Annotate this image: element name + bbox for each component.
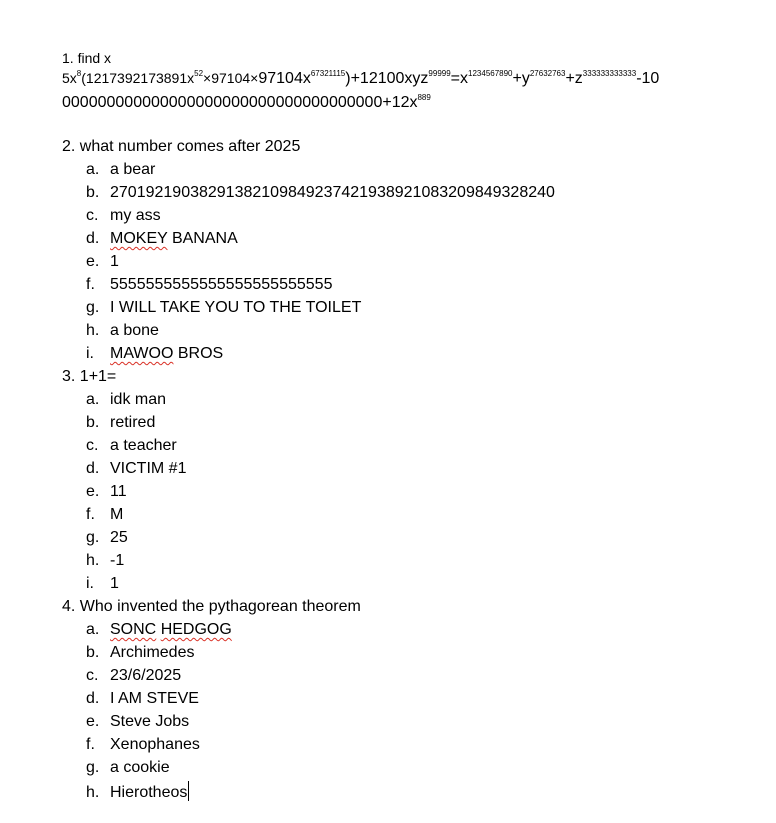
option-text: 25 xyxy=(110,529,128,546)
option-text: BROS xyxy=(173,345,224,362)
question-2-title: 2. what number comes after 2025 xyxy=(62,138,301,155)
option-letter: a. xyxy=(86,621,100,638)
eq-part: (1217392173891x xyxy=(81,70,195,86)
q2-option-d xyxy=(86,229,238,249)
eq-part: 000000000000000000000000000000000000+12x xyxy=(62,94,418,111)
eq-exponent: 889 xyxy=(417,93,431,102)
q2-option-g xyxy=(86,298,361,318)
option-letter: d. xyxy=(86,460,100,477)
option-text: a cookie xyxy=(110,759,170,776)
option-letter: i. xyxy=(86,575,94,592)
q3-option-d xyxy=(86,459,186,479)
eq-part: )+12100xyz xyxy=(345,70,429,87)
spellcheck-word[interactable]: SONC xyxy=(110,621,157,638)
q2-option-f xyxy=(86,275,332,295)
option-text: -1 xyxy=(110,552,125,569)
option-text: 27019219038291382109849237421938921083209849328240 xyxy=(110,184,555,201)
option-text: Hierotheos xyxy=(110,784,188,801)
option-letter: c. xyxy=(86,437,99,454)
option-text: a bear xyxy=(110,161,156,178)
question-3-title: 3. 1+1= xyxy=(62,368,117,385)
eq-exponent: 27632763 xyxy=(529,69,566,78)
option-letter: c. xyxy=(86,667,99,684)
option-text: 23/6/2025 xyxy=(110,667,182,684)
option-text: Xenophanes xyxy=(110,736,200,753)
q2-option-h xyxy=(86,321,159,341)
eq-part: +y xyxy=(512,70,530,87)
option-letter: f. xyxy=(86,736,95,753)
option-letter: b. xyxy=(86,644,100,661)
question-4-title: 4. Who invented the pythagorean theorem xyxy=(62,598,361,615)
option-letter: g. xyxy=(86,759,100,776)
option-text: a bone xyxy=(110,322,159,339)
eq-exponent: 333333333333 xyxy=(582,69,637,78)
option-letter: d. xyxy=(86,230,100,247)
eq-part: 97104x xyxy=(258,70,311,87)
eq-exponent: 1234567890 xyxy=(468,69,513,78)
option-letter: b. xyxy=(86,414,100,431)
eq-exponent: 52 xyxy=(194,69,204,78)
option-letter: h. xyxy=(86,322,100,339)
q2-option-c xyxy=(86,206,161,226)
option-letter: d. xyxy=(86,690,100,707)
option-letter: i. xyxy=(86,345,94,362)
q4-option-g xyxy=(86,758,170,778)
q4-option-h xyxy=(86,781,189,803)
q3-option-a xyxy=(86,390,166,410)
option-text: retired xyxy=(110,414,156,431)
equation-line-1 xyxy=(62,70,659,88)
q3-option-g xyxy=(86,528,128,548)
option-text: idk man xyxy=(110,391,167,408)
option-text: my ass xyxy=(110,207,161,224)
q3-option-i xyxy=(86,574,119,594)
option-text: 11 xyxy=(110,483,127,500)
option-text: I AM STEVE xyxy=(110,690,199,707)
option-text: a teacher xyxy=(110,437,177,454)
eq-exponent: 99999 xyxy=(428,69,451,78)
option-text: VICTIM #1 xyxy=(110,460,187,477)
eq-part: 5x xyxy=(62,70,77,86)
option-text: BANANA xyxy=(167,230,238,247)
eq-part: ×97104× xyxy=(203,70,259,86)
option-text: 1 xyxy=(110,253,119,270)
option-letter: e. xyxy=(86,483,100,500)
q3-option-h xyxy=(86,551,124,571)
eq-part: +z xyxy=(565,70,583,87)
q4-option-d xyxy=(86,689,199,709)
q3-option-b xyxy=(86,413,155,433)
option-text: 5555555555555555555555555 xyxy=(110,276,333,293)
spellcheck-word[interactable]: HEDGOG xyxy=(160,621,232,638)
q2-option-a xyxy=(86,160,155,180)
q2-option-e xyxy=(86,252,119,272)
option-text: 1 xyxy=(110,575,119,592)
equation-line-2 xyxy=(62,94,431,112)
option-letter: h. xyxy=(86,784,100,801)
option-text: M xyxy=(110,506,124,523)
option-letter: f. xyxy=(86,506,95,523)
spellcheck-word[interactable]: MAWOO xyxy=(110,345,174,362)
q4-option-f xyxy=(86,735,200,755)
question-1-title: 1. find x xyxy=(62,50,112,66)
q3-option-c xyxy=(86,436,177,456)
q4-option-c xyxy=(86,666,181,686)
eq-part: -10 xyxy=(636,70,660,87)
q3-option-f xyxy=(86,505,123,525)
option-letter: g. xyxy=(86,299,100,316)
q2-option-b xyxy=(86,183,555,203)
option-letter: g. xyxy=(86,529,100,546)
option-letter: f. xyxy=(86,276,95,293)
option-letter: a. xyxy=(86,391,100,408)
option-letter: e. xyxy=(86,713,100,730)
option-letter: a. xyxy=(86,161,100,178)
option-letter: c. xyxy=(86,207,99,224)
spellcheck-word[interactable]: MOKEY xyxy=(110,230,168,247)
q2-option-i xyxy=(86,344,223,364)
option-text: Steve Jobs xyxy=(110,713,190,730)
option-letter: b. xyxy=(86,184,100,201)
option-letter: e. xyxy=(86,253,100,270)
eq-exponent: 8 xyxy=(76,69,82,78)
q3-option-e xyxy=(86,482,127,502)
q4-option-b xyxy=(86,643,194,663)
option-text: Archimedes xyxy=(110,644,195,661)
eq-part: =x xyxy=(450,70,469,87)
q4-option-e xyxy=(86,712,189,732)
option-text: I WILL TAKE YOU TO THE TOILET xyxy=(110,299,362,316)
text-cursor xyxy=(188,781,189,801)
q4-option-a xyxy=(86,620,232,640)
eq-exponent: 67321115 xyxy=(310,69,346,78)
option-letter: h. xyxy=(86,552,100,569)
